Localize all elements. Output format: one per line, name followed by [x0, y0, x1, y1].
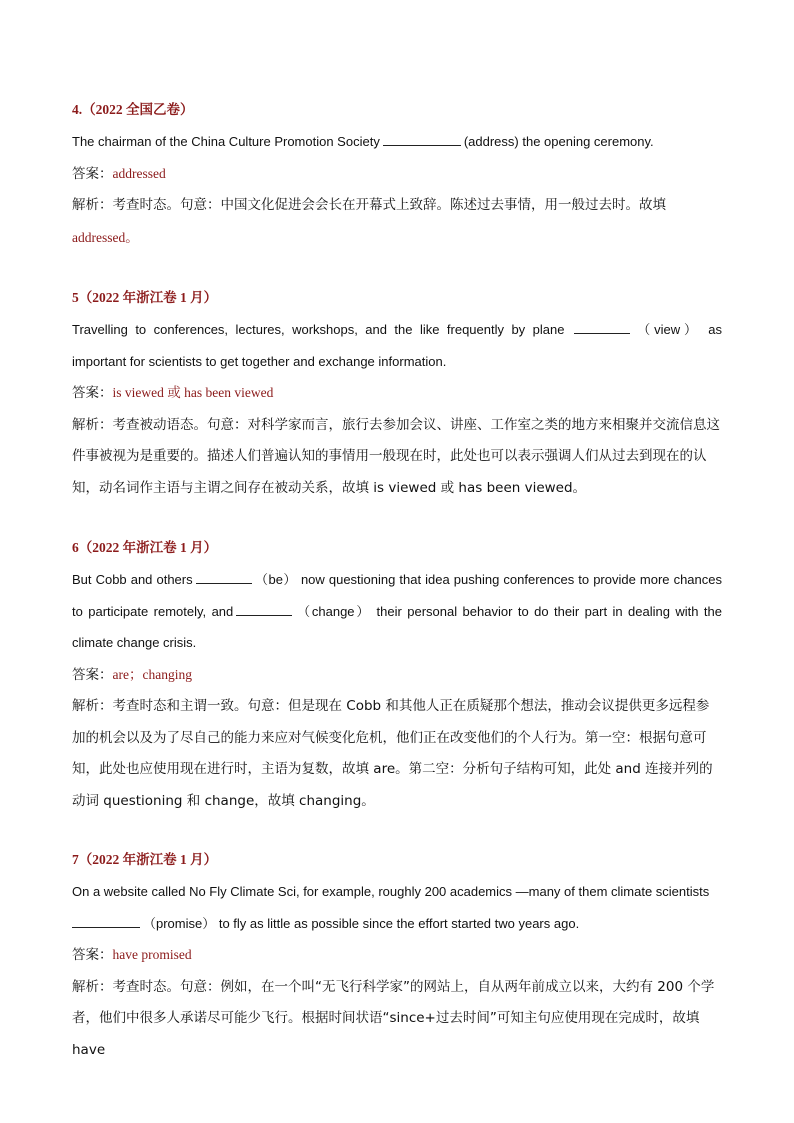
answer-text: is viewed 或 has been viewed: [112, 385, 274, 400]
answer-blank: [72, 915, 140, 928]
answer-blank: [383, 133, 461, 146]
question-5: [72, 288, 722, 504]
question-7: [72, 850, 722, 1066]
analysis-line: 解析：考查时态。句意：中国文化促进会会长在开幕式上致辞。陈述过去事情，用一般过去时。故填 addressed。: [72, 197, 666, 245]
question-heading: 5（2022 年浙江卷 1 月）: [72, 290, 218, 305]
answer-line: 答案：addressed: [72, 165, 166, 182]
answer-blank-1: [196, 571, 252, 584]
question-stem: But Cobb and others （be） now questioning that idea pushing conferences to provide more chances to participate remotely, and （change） their personal behavior to do their part in dealing with the climate change crisis.: [72, 572, 723, 650]
answer-text: have promised: [112, 947, 192, 962]
analysis-answer: addressed。: [72, 229, 139, 245]
answer-blank: [574, 321, 630, 334]
question-stem: The chairman of the China Culture Promotion Society (address) the opening ceremony.: [72, 134, 654, 149]
answer-line: 答案：are；changing: [72, 666, 192, 683]
question-6: [72, 538, 722, 817]
question-stem: Travelling to conferences, lectures, workshops, and the like frequently by plane （view） as important for scientists to get together and exchange information.: [72, 322, 722, 369]
question-heading: 7（2022 年浙江卷 1 月）: [72, 852, 218, 867]
question-4: [72, 100, 722, 254]
analysis-line: 解析：考查时态和主谓一致。句意：但是现在 Cobb 和其他人正在质疑那个想法，推动会议提供更多远程参加的机会以及为了尽自己的能力来应对气候变化危机，他们正在改变他们的个人行为。第一空：根据句意可知，此处也应使用现在进行时，主语为复数，故填 are。第二空：分析句子结构可知，此处 and 连接并列的动词 questioning 和 change，故填 changing。: [72, 698, 713, 809]
question-heading: 6（2022 年浙江卷 1 月）: [72, 540, 218, 555]
answer-line: 答案：have promised: [72, 947, 192, 963]
answer-line: 答案：is viewed 或 has been viewed: [72, 385, 274, 401]
question-heading: 4.（2022 全国乙卷）: [72, 102, 194, 117]
question-stem: On a website called No Fly Climate Sci, for example, roughly 200 academics —many of them climate scientists （promise） to fly as little as possible since the effort started two years ago.: [72, 884, 710, 931]
analysis-line: 解析：考查被动语态。句意：对科学家而言，旅行去参加会议、讲座、工作室之类的地方来相聚并交流信息这件事被视为是重要的。描述人们普遍认知的事情用一般现在时，此处也可以表示强调人们从过去到现在的认知，动名词作主语与主谓之间存在被动关系，故填 is viewed 或 has been viewed。: [72, 416, 720, 496]
answer-text: addressed: [112, 165, 166, 181]
answer-blank-2: [236, 603, 292, 616]
answer-text: are；changing: [112, 666, 192, 682]
analysis-line: 解析：考查时态。句意：例如，在一个叫“无飞行科学家”的网站上，自从两年前成立以来，大约有 200 个学者，他们中很多人承诺尽可能少飞行。根据时间状语“since+过去时间”可知主句应使用现在完成时，故填 have: [72, 978, 715, 1058]
